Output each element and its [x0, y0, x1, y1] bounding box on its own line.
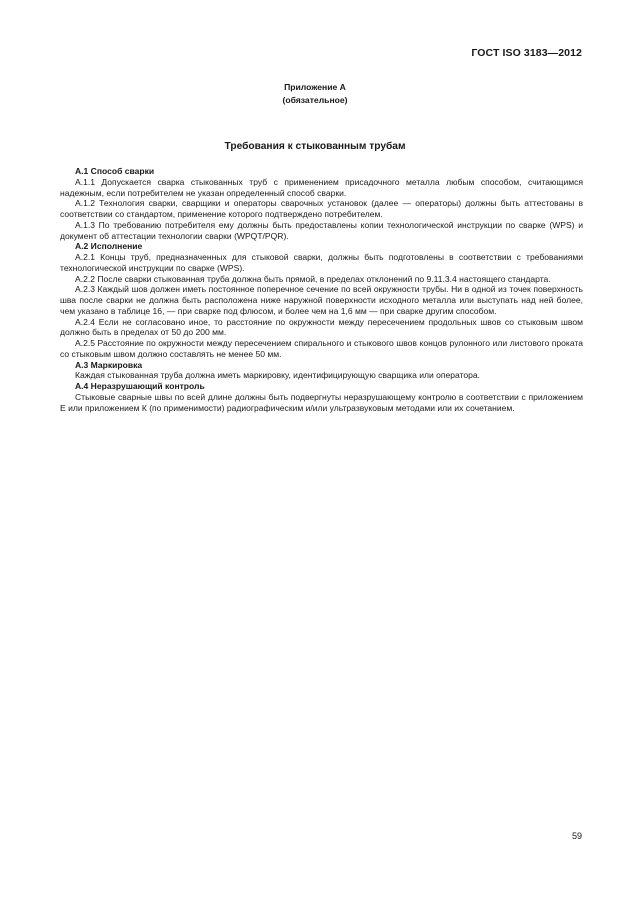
paragraph: Каждая стыкованная труба должна иметь маркировку, идентифицирующую сварщика или оператора. [75, 370, 481, 381]
paragraph: А.1.3 По требованию потребителя ему должны быть предоставлены копии технологической инструкции по сварке (WPS) и документ об аттестации технологии сварки (WPQT/PQR). [60, 219, 583, 241]
paragraph: А.2.1 Концы труб, предназначенных для стыковой сварки, должны быть подготовлены в соответствии с требованиями технологической инструкции по сварке (WPS). [60, 252, 583, 273]
paragraph: А.2.5 Расстояние по окружности между пересечением спирального и стыкового швов концов рулонного или листового проката со стыковым швом должно составлять не менее 50 мм. [60, 338, 583, 359]
section-heading: А.4 Неразрушающий контроль [75, 381, 205, 391]
paragraph: А.2.4 Если не согласовано иное, то расстояние по окружности между пересечением продольных швов со стыковым швом должно быть в пределах от 50 до 200 мм. [60, 316, 583, 338]
annex-block [0, 81, 630, 106]
standard-id: ГОСТ ISO 3183—2012 [471, 47, 582, 59]
document-title: Требования к стыкованным трубам [224, 141, 406, 152]
document-body [60, 166, 583, 413]
paragraph: А.2.3 Каждый шов должен иметь постоянное поперечное сечение по всей окружности трубы. Ни в одной из точек поверхность шва после сварки не должна быть расположена ниже наружной поверхности исходного металла или выступать над ней более, чем указано в таблице 16, — при сварке под флюсом, и более чем на 1,6 мм — при сварке другим способом. [60, 284, 583, 316]
section-heading: А.3 Маркировка [75, 359, 143, 370]
paragraph: А.2.2 После сварки стыкованная труба должна быть прямой, в пределах отклонений по 9.11.3.4 настоящего стандарта. [75, 273, 551, 284]
annex-status: (обязательное) [282, 94, 348, 105]
page-number: 59 [571, 831, 582, 841]
paragraph: Стыковые сварные швы по всей длине должны быть подвергнуты неразрушающему контролю в соответствии с приложением Е или приложением К (по применимости) радиографическим и/или ультразвуковым методами или их сочетанием. [60, 391, 583, 413]
paragraph: А.1.2 Технология сварки, сварщики и операторы сварочных установок (далее — операторы) должны быть аттестованы в соответствии со стандартом, применение которого подтверждено потребителем. [60, 198, 583, 219]
annex-title: Приложение А [284, 82, 346, 92]
paragraph: А.1.1 Допускается сварка стыкованных труб с применением присадочного металла любым способом, считающимся надежным, если потребителем не указан определенный способ сварки. [60, 176, 583, 198]
section-heading: А.2 Исполнение [75, 241, 143, 252]
section-heading: А.1 Способ сварки [75, 166, 155, 176]
